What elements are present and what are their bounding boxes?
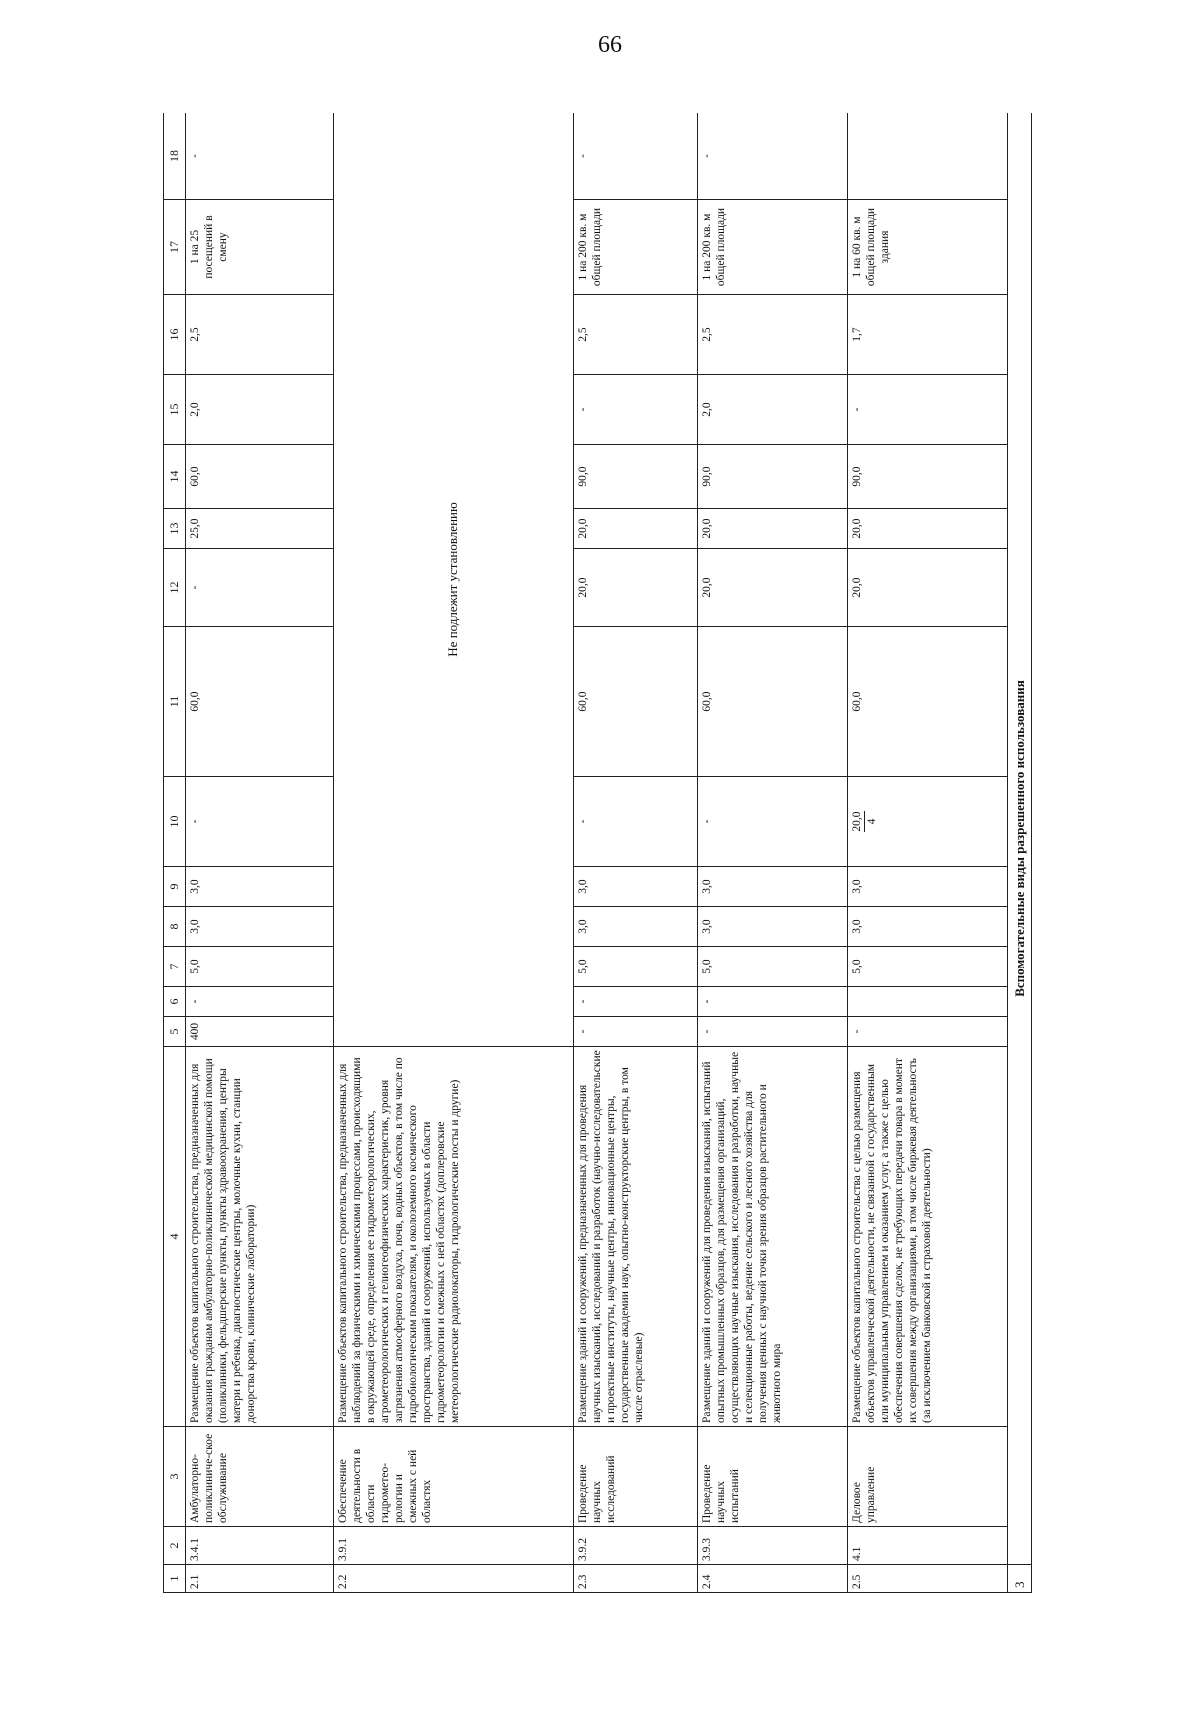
table-cell: - (697, 987, 847, 1017)
rotated-table-frame (163, 113, 1063, 1593)
table-cell: 2,0 (185, 375, 333, 445)
rotated-table-container (163, 113, 1063, 1593)
table-cell: 3,0 (185, 867, 333, 907)
table-row (847, 113, 1007, 1593)
table-cell: 2,5 (697, 295, 847, 375)
table-cell: 20,0 (697, 509, 847, 549)
header-cell: 18 (164, 113, 186, 200)
table-cell: - (697, 1017, 847, 1047)
table-cell: - (573, 1017, 697, 1047)
table-cell: 5,0 (185, 947, 333, 987)
header-cell: 1 (164, 1565, 186, 1593)
table-cell: 2,5 (185, 295, 333, 375)
table-cell: - (573, 375, 697, 445)
use-description: Размещение зданий и сооружений для проведения изысканий, испытаний опытных промышленных образцов, для размещения организаций, осуществляющих научные изыскания, исследования и разработки, научные и селекционные работы, ведение сельского и лесного хозяйства для получения ценных с научной точки зрения образцов растительного и животного мира (697, 1047, 847, 1427)
table-cell: - (185, 549, 333, 627)
use-code: 4.1 (847, 1527, 1007, 1565)
table-cell: 20,0 (573, 509, 697, 549)
table-cell: 60,0 (185, 627, 333, 777)
header-cell: 9 (164, 867, 186, 907)
header-cell: 15 (164, 375, 186, 445)
row-number: 3 (1007, 1565, 1032, 1593)
table-cell: 3,0 (573, 867, 697, 907)
row-number: 2.5 (847, 1565, 1007, 1593)
page-number: 66 (598, 32, 622, 58)
use-description: Размещение объектов капитального строительства, предназначенных для наблюдений за физическими и химическими процессами, происходящими в окружающей среде, определения ее гидрометеорологических, агрометеорологических и гелиогеофизических характеристик, уровня загрязнения атмосферного воздуха, почв, водных объектов, в том числе по гидробиологическим показателям, и околоземного космического пространства, зданий и сооружений, используемых в области гидрометеорологии и смежных с ней областях (доплеровские метеорологические радиолокаторы, гидрологические посты и другие) (333, 1047, 573, 1427)
row-number: 2.1 (185, 1565, 333, 1593)
table-cell: 3,0 (573, 907, 697, 947)
table-cell: 5,0 (697, 947, 847, 987)
table-cell (847, 987, 1007, 1017)
use-name: Проведение научных испытаний (697, 1427, 847, 1527)
table-cell: 20,0 (847, 549, 1007, 627)
table-cell: 20,0 (573, 549, 697, 627)
zoning-parameters-table (163, 113, 1032, 1593)
header-cell: 7 (164, 947, 186, 987)
table-cell: 60,0 (697, 627, 847, 777)
header-cell: 3 (164, 1427, 186, 1527)
use-name: Проведение научных исследований (573, 1427, 697, 1527)
header-cell: 14 (164, 445, 186, 509)
table-cell: 2,5 (573, 295, 697, 375)
table-cell: 3,0 (185, 907, 333, 947)
table-cell: - (847, 1017, 1007, 1047)
section-banner-row (1007, 113, 1032, 1593)
header-row (164, 113, 186, 1593)
table-cell: 3,0 (697, 867, 847, 907)
not-established-note: Не подлежит установлению (333, 113, 573, 1047)
table-cell: 3,0 (697, 907, 847, 947)
table-cell: 60,0 (573, 627, 697, 777)
table-cell: 1 на 25 посещений в смену (185, 200, 333, 295)
table-cell: - (697, 777, 847, 867)
use-code: 3.9.3 (697, 1527, 847, 1565)
table-cell: 60,0 (185, 445, 333, 509)
header-cell: 10 (164, 777, 186, 867)
table-cell: 90,0 (573, 445, 697, 509)
table-cell (847, 113, 1007, 200)
use-name: Деловое управление (847, 1427, 1007, 1527)
table-cell: 20,0 (847, 509, 1007, 549)
table-cell: 1 на 200 кв. м общей площади (697, 200, 847, 295)
table-cell: 60,0 (847, 627, 1007, 777)
header-cell: 4 (164, 1047, 186, 1427)
table-cell: - (185, 987, 333, 1017)
header-cell: 16 (164, 295, 186, 375)
table-cell: 3,0 (847, 867, 1007, 907)
use-code: 3.4.1 (185, 1527, 333, 1565)
table-row (573, 113, 697, 1593)
header-cell: 17 (164, 200, 186, 295)
section-title: Вспомогательные виды разрешенного использования (1007, 113, 1032, 1565)
header-cell: 2 (164, 1527, 186, 1565)
header-cell: 5 (164, 1017, 186, 1047)
table-cell: 20,0 (697, 549, 847, 627)
table-cell: - (573, 777, 697, 867)
header-cell: 11 (164, 627, 186, 777)
table-row (333, 113, 573, 1593)
fraction-cell (847, 777, 1007, 867)
table-cell: 90,0 (847, 445, 1007, 509)
fraction (850, 811, 879, 831)
table-cell: - (185, 113, 333, 200)
fraction-numerator: 20,0 (850, 811, 865, 831)
use-description: Размещение объектов капитального строительства, предназначенных для оказания гражданам амбулаторно-поликлинической медицинской помощи (поликлиники, фельдшерские пункты, пункты здравоохранения, центры матери и ребенка, диагностические центры, молочные кухни, станции донорства крови, клинические лаборатории) (185, 1047, 333, 1427)
row-number: 2.3 (573, 1565, 697, 1593)
header-cell: 13 (164, 509, 186, 549)
header-cell: 12 (164, 549, 186, 627)
table-cell: 1 на 60 кв. м общей площади здания (847, 200, 1007, 295)
table-cell: - (573, 113, 697, 200)
table-cell: 2,0 (697, 375, 847, 445)
table-row (697, 113, 847, 1593)
use-name: Амбулаторно-поликлиниче-ское обслуживание (185, 1427, 333, 1527)
use-code: 3.9.1 (333, 1527, 573, 1565)
table-cell: 1,7 (847, 295, 1007, 375)
fraction-denominator: 4 (865, 818, 878, 825)
table-cell: - (697, 113, 847, 200)
use-description: Размещение объектов капитального строительства с целью размещения объектов управленческой деятельности, не связанной с государственным или муниципальным управлением и оказанием услуг, а также с целью обеспечения совершения сделок, не требующих передачи товара в момент их совершения между организациями, в том числе биржевая деятельность (за исключением банковской и страховой деятельности) (847, 1047, 1007, 1427)
header-cell: 8 (164, 907, 186, 947)
row-number: 2.2 (333, 1565, 573, 1593)
table-cell: 25,0 (185, 509, 333, 549)
table-cell: 5,0 (847, 947, 1007, 987)
table-cell: - (185, 777, 333, 867)
table-cell: - (847, 375, 1007, 445)
use-description: Размещение зданий и сооружений, предназначенных для проведения научных изысканий, исследований и разработок (научно-исследовательские и проектные институты, научные центры, инновационные центры, государственные академии наук, опытно-конструкторские центры, в том числе отраслевые) (573, 1047, 697, 1427)
table-cell: 1 на 200 кв. м общей площади (573, 200, 697, 295)
use-name: Обеспечение деятельности в области гидрометео-рологии и смежных с ней областях (333, 1427, 573, 1527)
use-code: 3.9.2 (573, 1527, 697, 1565)
header-cell: 6 (164, 987, 186, 1017)
table-cell: 3,0 (847, 907, 1007, 947)
table-cell: 400 (185, 1017, 333, 1047)
row-number: 2.4 (697, 1565, 847, 1593)
table-cell: 90,0 (697, 445, 847, 509)
table-cell: - (573, 987, 697, 1017)
table-cell: 5,0 (573, 947, 697, 987)
table-row (185, 113, 333, 1593)
